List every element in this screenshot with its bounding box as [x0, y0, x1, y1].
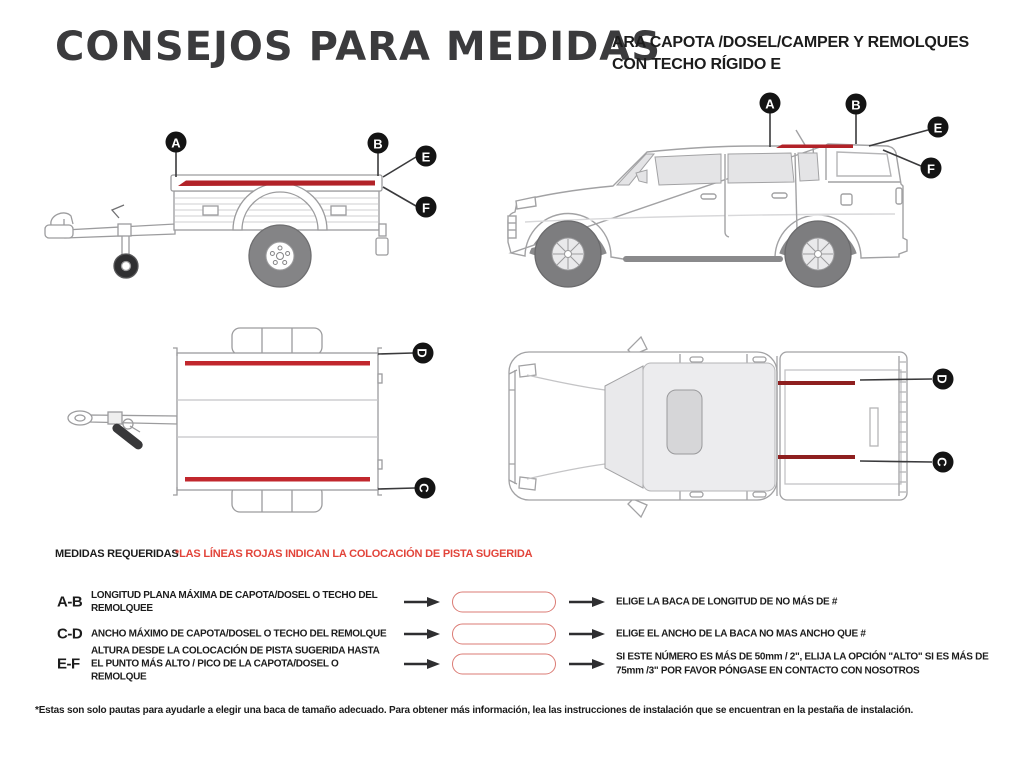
suggested-track-line: [778, 381, 855, 385]
measure-result-ef: SI ESTE NÚMERO ES MÁS DE 50mm / 2", ELIJA LA OPCIÓN "ALTO" SI ES MÁS DE 75mm /3" POR FAVOR PÓNGASE EN CONTACTO CON NOSOTROS: [616, 651, 989, 676]
trailer-top-view-diagram: [60, 320, 460, 520]
measure-code-ef: E-F: [57, 655, 80, 673]
badge-e-letter: E: [421, 149, 431, 165]
badge-d-letter: D: [414, 348, 430, 358]
badge-d-letter: D: [934, 374, 950, 384]
running-board: [623, 256, 783, 262]
badge-f: [921, 158, 942, 179]
badge-a: [166, 132, 187, 153]
page-title: CONSEJOS PARA MEDIDAS: [55, 24, 662, 70]
badge-a-letter: A: [765, 96, 775, 112]
badge-f: [416, 197, 437, 218]
page-subtitle: [612, 32, 969, 75]
measurements-section-title: MEDIDAS REQUERIDAS: [55, 548, 179, 560]
badge-e-letter: E: [933, 120, 943, 136]
subtitle-line-2: CON TECHO RÍGIDO E: [612, 55, 781, 73]
badge-a: [760, 93, 781, 114]
footnote: *Estas son solo pautas para ayudarle a elegir una baca de tamaño adecuado. Para obtener más información, lea las instrucciones de instalación que se encuentran en la pestaña de instalación.: [35, 705, 914, 716]
sunroof: [667, 390, 702, 454]
measure-code-ab: A-B: [57, 593, 83, 611]
arrow-right-icon: [402, 628, 442, 640]
badge-b: [846, 94, 867, 115]
badge-c: [415, 478, 436, 499]
arrow-right-icon: [402, 596, 442, 608]
arrow-right-icon: [567, 596, 607, 608]
badge-c: [933, 452, 954, 473]
measure-value-box-ab[interactable]: [452, 592, 556, 613]
truck-roof-glass: [605, 363, 775, 491]
suggested-track-line: [178, 181, 375, 187]
trailer-top-drawing: [68, 328, 382, 512]
suggested-track-line: [185, 361, 370, 366]
measure-value-box-cd[interactable]: [452, 624, 556, 645]
arrow-right-icon: [567, 658, 607, 670]
suggested-track-line: [776, 145, 853, 149]
arrow-right-icon: [567, 628, 607, 640]
badge-d: [933, 369, 954, 390]
badge-e: [416, 146, 437, 167]
measure-description-cd: ANCHO MÁXIMO DE CAPOTA/DOSEL O TECHO DEL REMOLQUE: [91, 628, 387, 640]
badge-b-letter: B: [851, 97, 861, 113]
jack-handle: [111, 422, 145, 451]
measure-result-cd: ELIGE EL ANCHO DE LA BACA NO MAS ANCHO QUE #: [616, 628, 866, 640]
red-lines-note: *LAS LÍNEAS ROJAS INDICAN LA COLOCACIÓN DE PISTA SUGERIDA: [175, 548, 533, 560]
badge-d: [413, 343, 434, 364]
truck-side-view-diagram: [495, 90, 995, 300]
badge-e: [928, 117, 949, 138]
badge-c-letter: C: [416, 483, 432, 493]
measure-description-ab: LONGITUD PLANA MÁXIMA DE CAPOTA/DOSEL O TECHO DEL REMOLQUEE: [91, 590, 378, 614]
badge-b: [368, 133, 389, 154]
leader-lines: [378, 353, 415, 489]
suggested-track-line: [185, 477, 370, 482]
badge-f-letter: F: [422, 200, 430, 216]
measure-description-ef: ALTURA DESDE LA COLOCACIÓN DE PISTA SUGERIDA HASTA EL PUNTO MÁS ALTO / PICO DE LA CAPOTA/DOSEL O REMOLQUE: [91, 645, 380, 683]
measure-value-box-ef[interactable]: [452, 654, 556, 675]
trailer-side-drawing: [45, 175, 388, 278]
trailer-wheel: [249, 225, 311, 287]
measure-row-ab: [0, 585, 1024, 619]
measure-result-ab: ELIGE LA BACA DE LONGITUD DE NO MÁS DE #: [616, 596, 838, 608]
truck-top-view-diagram: [495, 330, 965, 525]
measure-code-cd: C-D: [57, 625, 83, 643]
badge-c-letter: C: [934, 457, 950, 467]
arrow-right-icon: [402, 658, 442, 670]
subtitle-line-1: ARA CAPOTA /DOSEL/CAMPER Y REMOLQUES: [612, 34, 969, 51]
measure-row-ef: [0, 644, 1024, 684]
suggested-track-line: [778, 455, 855, 459]
badge-a-letter: A: [171, 135, 181, 151]
badge-f-letter: F: [927, 161, 935, 177]
badge-b-letter: B: [373, 136, 383, 152]
trailer-side-view-diagram: [35, 98, 455, 303]
